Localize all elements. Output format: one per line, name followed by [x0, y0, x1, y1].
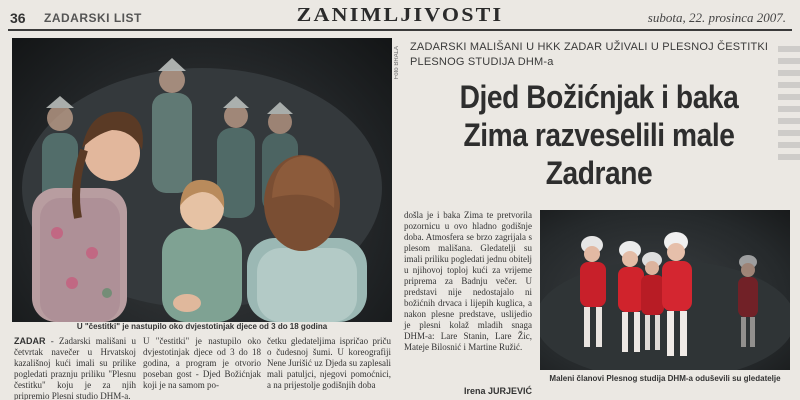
body-text: četku gledateljima ispričao priču o čudesnoj šumi. U koreografiji Nene Jurišić uz Djeda su zaplesali mali patuljci, njegovi pomoćnici, a na prijestolje godišnjih doba: [267, 336, 391, 390]
dateline: ZADAR: [14, 336, 46, 346]
body-column-1: [14, 336, 136, 400]
photo-credit: Foto BRALA: [394, 46, 400, 80]
issue-date: subota, 22. prosinca 2007.: [647, 10, 786, 25]
body-column-2: [143, 336, 261, 391]
main-photo-caption: U "čestitki" je nastupilo oko dvjestotinjak djece od 3 do 18 godina: [76, 322, 328, 331]
body-text: došla je i baka Zima te pretvorila pozornicu u ovo hladno godišnje doba. Atmosfera se brzo zagrijala s plesom mališana. Gledatelji su imali priliku pogledati jednu obitelj u njihovoj toploj kući za vrijeme priprema za Badnju večer. U predstavi nije nedostajalo ni božićnih drvaca i lijepih kuglica, a nakon plesne predstave, uslijedio je plesni kolaž mladih snaga DHM-a: Lare Stanin, Lare Žic, Mateje Bilosnić i Martine Ružić.: [404, 210, 532, 352]
headline-line: Djed Božićnjak i baka: [459, 79, 739, 115]
section-title: ZANIMLJIVOSTI: [296, 4, 504, 26]
body-column-4: [404, 210, 532, 353]
article-kicker: ZADARSKI MALIŠANI U HKK ZADAR UŽIVALI U PLESNOJ ČESTITKI PLESNOG STUDIJA DHM-a: [410, 41, 769, 68]
dancers-in-red-image: [540, 210, 790, 370]
second-photo: [540, 210, 790, 370]
page-number: 36: [10, 10, 26, 26]
headline-line: Zadrane: [545, 155, 653, 191]
children-performance-image: [12, 38, 392, 322]
publication-name: ZADARSKI LIST: [44, 11, 142, 25]
body-column-3: [267, 336, 391, 391]
body-text: U "čestitki" je nastupilo oko dvjestotinjak djece od 3 do 18 godina, a program je otvorio poseban gost - Djed Božićnjak koji je na samom po-: [143, 336, 261, 390]
article-headline: [427, 78, 770, 192]
body-text: - Zadarski mališani u četvrtak navečer u Hrvatskoj kazališnoj kući imali su prilike pogledati praznju priliku "Plesnu čestitku" koju je za njih pripremio Plesni studio DHM-a.: [14, 336, 136, 400]
author-byline: Irena JURJEVIĆ: [463, 386, 532, 396]
adjacent-page-edge: [778, 40, 800, 200]
second-photo-caption: Maleni članovi Plesnog studija DHM-a oduševili su gledatelje: [549, 374, 781, 383]
header-rule: [8, 29, 792, 31]
headline-line: Zima razveselili male: [463, 117, 735, 153]
main-photo: [12, 38, 392, 322]
